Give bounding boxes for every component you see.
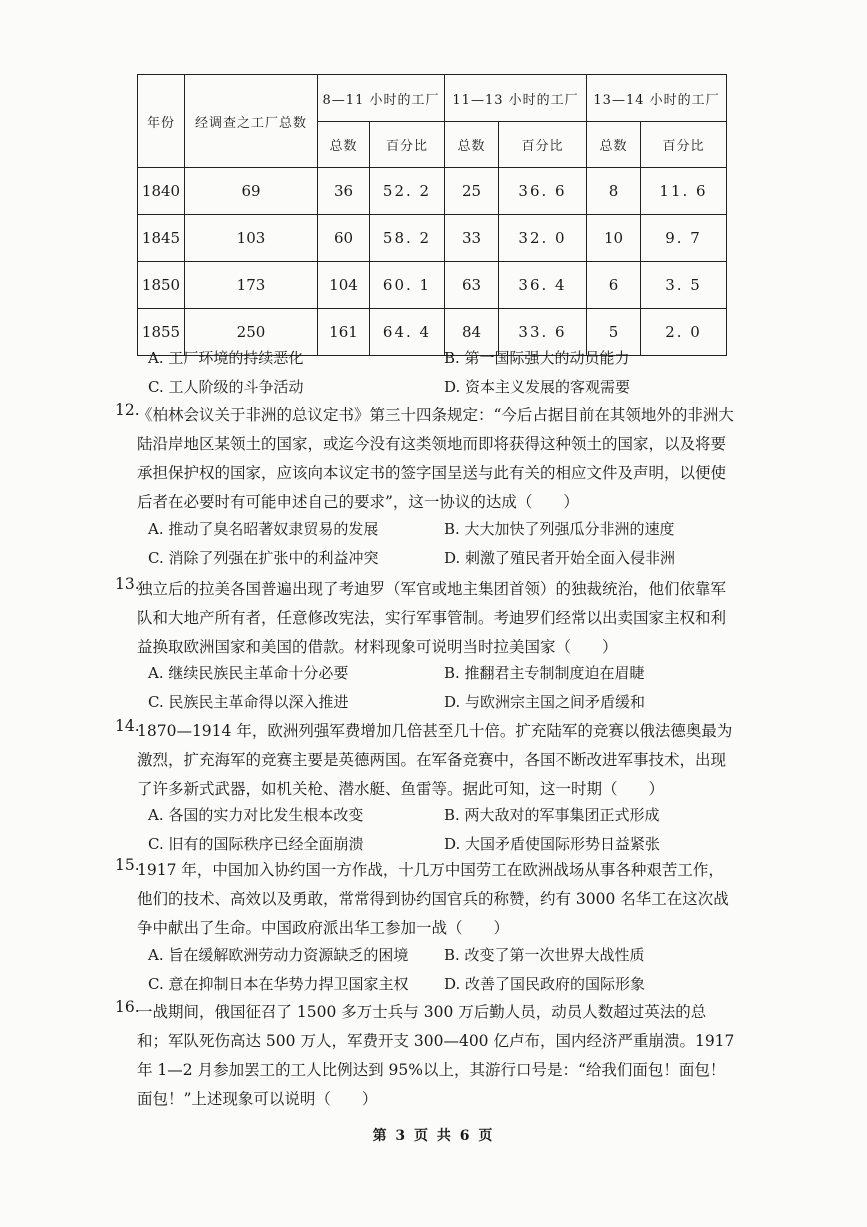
cell-count: 84: [445, 309, 499, 356]
q11-option-d: D. 资本主义发展的客观需要: [444, 378, 631, 396]
q15-option-d: D. 改善了国民政府的国际形象: [444, 975, 646, 993]
table-row: [138, 168, 727, 215]
q14-option-c: C. 旧有的国际秩序已经全面崩溃: [148, 835, 364, 853]
q13-option-b: B. 推翻君主专制制度迫在眉睫: [444, 664, 645, 682]
cell-count: 8: [587, 168, 641, 215]
q11-option-a: A. 工厂环境的持续恶化: [148, 349, 304, 367]
q15-option-c: C. 意在抑制日本在华势力捍卫国家主权: [148, 975, 409, 993]
q12-stem: 《柏林会议关于非洲的总议定书》第三十四条规定：“今后占据目前在其领地外的非洲大陆沿岸地区某领土的国家，或迄今没有这类领地而即将获得这种领土的国家，以及将要承担保护权的国家，应该向本议定书的签字国呈送与此有关的相应文件及声明，以便使后者在必要时有可能申述自己的要求”，这一协议的达成（ ）: [137, 406, 734, 511]
page-footer: 第 3 页 共 6 页: [372, 1128, 495, 1144]
q11-option-b: B. 第一国际强大的动员能力: [444, 349, 630, 367]
q12-option-c: C. 消除了列强在扩张中的利益冲突: [148, 549, 379, 567]
cell-count: 25: [445, 168, 499, 215]
q12-number: 12.: [115, 401, 140, 419]
header-percent: 百分比: [499, 122, 587, 168]
q14-option-b: B. 两大敌对的军事集团正式形成: [444, 806, 660, 824]
table-row: [138, 215, 727, 262]
header-count: 总数: [587, 122, 641, 168]
cell-count: 36: [318, 168, 370, 215]
cell-total: 173: [185, 262, 318, 309]
table-row: [138, 262, 727, 309]
header-count: 总数: [445, 122, 499, 168]
header-total: 经调查之工厂总数: [185, 75, 318, 168]
cell-year: 1845: [138, 215, 185, 262]
cell-percent: 33. 6: [499, 309, 587, 356]
q16-stem: 一战期间，俄国征召了 1500 多万士兵与 300 万后勤人员，动员人数超过英法的总和；军队死伤高达 500 万人，军费开支 300—400 亿卢布，国内经济严重崩溃。1917 年 1—2 月参加罢工的工人比例达到 95%以上，其游行口号是：“给我们面包！面包！面包！”上述现象可以说明（ ）: [137, 1003, 735, 1108]
q15-stem: 1917 年，中国加入协约国一方作战，十几万中国劳工在欧洲战场从事各种艰苦工作，他们的技术、高效以及勇敢，常常得到协约国官兵的称赞，约有 3000 名华工在这次战争中献出了生命。中国政府派出华工参加一战（ ）: [137, 861, 729, 937]
cell-total: 250: [185, 309, 318, 356]
cell-percent: 58. 2: [370, 215, 445, 262]
header-count: 总数: [318, 122, 370, 168]
q13-option-d: D. 与欧洲宗主国之间矛盾缓和: [444, 693, 646, 711]
header-group-11-13: 11—13 小时的工厂: [445, 75, 587, 122]
header-percent: 百分比: [370, 122, 445, 168]
q12-option-b: B. 大大加快了列强瓜分非洲的速度: [444, 520, 675, 538]
q14-option-d: D. 大国矛盾使国际形势日益紧张: [444, 835, 661, 853]
q14-number: 14.: [115, 717, 140, 735]
q15-number: 15.: [115, 856, 140, 874]
cell-percent: 52. 2: [370, 168, 445, 215]
cell-count: 33: [445, 215, 499, 262]
cell-percent: 64. 4: [370, 309, 445, 356]
cell-count: 6: [587, 262, 641, 309]
q14-option-a: A. 各国的实力对比发生根本改变: [148, 806, 364, 824]
header-year: 年份: [138, 75, 185, 168]
cell-percent: 36. 4: [499, 262, 587, 309]
q13-stem: 独立后的拉美各国普遍出现了考迪罗（军官或地主集团首领）的独裁统治，他们依靠军队和大地产所有者，任意修改宪法，实行军事管制。考迪罗们经常以出卖国家主权和利益换取欧洲国家和美国的借款。材料现象可说明当时拉美国家（ ）: [137, 580, 727, 656]
cell-total: 69: [185, 168, 318, 215]
q13-option-c: C. 民族民主革命得以深入推进: [148, 693, 349, 711]
q12-option-a: A. 推动了臭名昭著奴隶贸易的发展: [148, 520, 379, 538]
cell-percent: 3. 5: [641, 262, 727, 309]
cell-count: 60: [318, 215, 370, 262]
q14-stem: 1870—1914 年，欧洲列强军费增加几倍甚至几十倍。扩充陆军的竞赛以俄法德奥最为激烈，扩充海军的竞赛主要是英德两国。在军备竞赛中，各国不断改进军事技术，出现了许多新式武器，如机关枪、潜水艇、鱼雷等。据此可知，这一时期（ ）: [137, 722, 733, 798]
factory-hours-table: [137, 74, 727, 356]
cell-percent: 32. 0: [499, 215, 587, 262]
q15-option-a: A. 旨在缓解欧洲劳动力资源缺乏的困境: [148, 946, 409, 964]
q12-option-d: D. 刺激了殖民者开始全面入侵非洲: [444, 549, 676, 567]
cell-percent: 2. 0: [641, 309, 727, 356]
q13-option-a: A. 继续民族民主革命十分必要: [148, 664, 349, 682]
cell-year: 1840: [138, 168, 185, 215]
cell-percent: 11. 6: [641, 168, 727, 215]
cell-year: 1850: [138, 262, 185, 309]
q16-number: 16.: [115, 998, 140, 1016]
q15-option-b: B. 改变了第一次世界大战性质: [444, 946, 645, 964]
q11-option-c: C. 工人阶级的斗争活动: [148, 378, 304, 396]
cell-count: 5: [587, 309, 641, 356]
cell-count: 104: [318, 262, 370, 309]
header-percent: 百分比: [641, 122, 727, 168]
cell-percent: 36. 6: [499, 168, 587, 215]
cell-count: 161: [318, 309, 370, 356]
cell-count: 63: [445, 262, 499, 309]
cell-percent: 60. 1: [370, 262, 445, 309]
cell-percent: 9. 7: [641, 215, 727, 262]
cell-count: 10: [587, 215, 641, 262]
header-group-8-11: 8—11 小时的工厂: [318, 75, 445, 122]
cell-total: 103: [185, 215, 318, 262]
cell-year: 1855: [138, 309, 185, 356]
header-group-13-14: 13—14 小时的工厂: [587, 75, 727, 122]
q13-number: 13.: [115, 575, 140, 593]
